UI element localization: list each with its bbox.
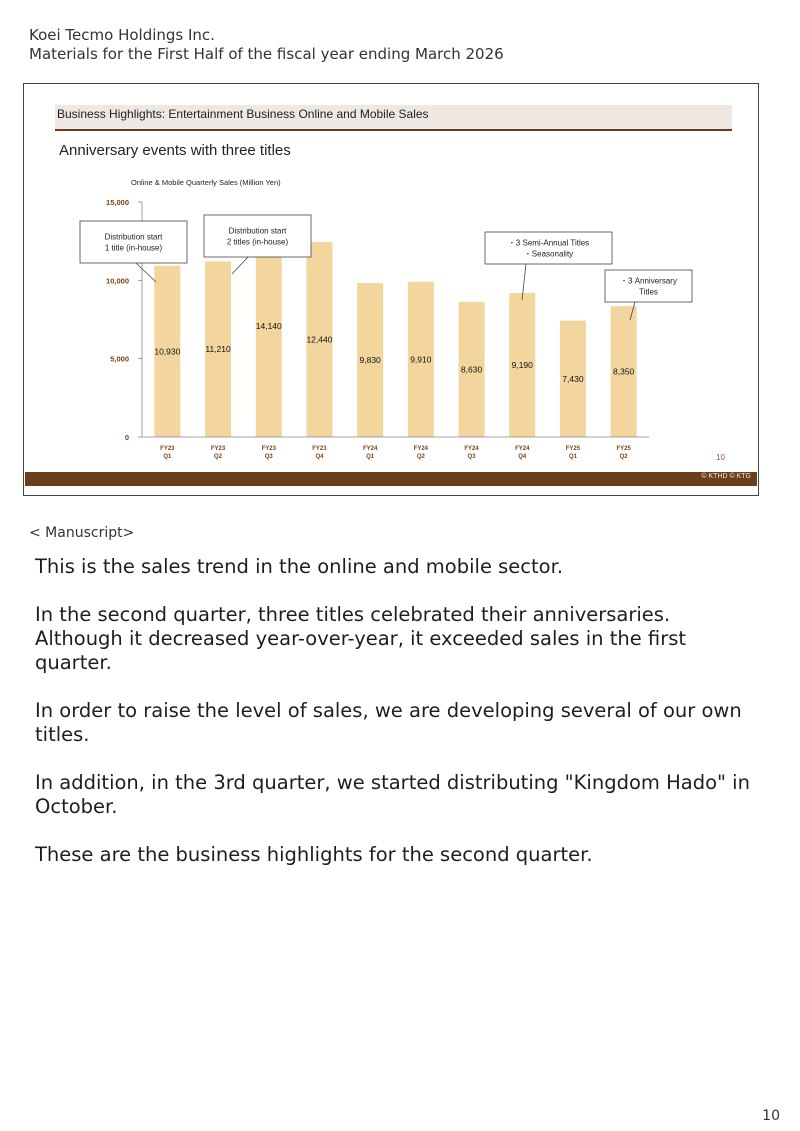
x-tick-label: Q3 [467, 454, 476, 460]
callout-box [80, 221, 187, 263]
x-tick-label: Q1 [366, 454, 375, 460]
x-tick-label: Q2 [416, 454, 425, 460]
x-tick-label: FY25 [565, 446, 581, 452]
manuscript-paragraph: In the second quarter, three titles celebrated their anniversaries. Although it decreased year-over-year, it exceeded sales in the first quarter. [35, 603, 687, 674]
bar-value-label: 12,440 [306, 334, 333, 345]
callout-text: ・3 Semi-Annual Titles [507, 238, 590, 248]
callout-box [605, 270, 692, 302]
copyright-text: © KTHD © KTG [701, 473, 751, 480]
x-tick-label: FY24 [515, 446, 530, 452]
bar-value-label: 14,140 [255, 321, 282, 332]
x-tick-label: Q1 [568, 454, 577, 460]
x-tick-label: Q4 [315, 454, 324, 460]
callout-text: ・Seasonality [523, 249, 574, 259]
manuscript-paragraph: In order to raise the level of sales, we are developing several of our own titles. [35, 699, 742, 746]
callout-text: 1 title (in-house) [104, 243, 163, 253]
bar-value-label: 10,930 [154, 346, 181, 357]
bar-value-label: 9,830 [359, 354, 381, 365]
callout-box [485, 232, 612, 264]
bar-value-label: 8,350 [613, 366, 635, 377]
bar-value-label: 7,430 [562, 373, 584, 384]
x-tick-label: FY23 [160, 446, 175, 452]
manuscript-paragraph: These are the business highlights for the second quarter. [35, 843, 593, 866]
page-number: 10 [762, 1108, 780, 1124]
x-tick-label: Q2 [214, 454, 223, 460]
bar-value-label: 9,190 [511, 360, 533, 371]
bar-value-label: 9,910 [410, 354, 432, 365]
bar-value-label: 11,210 [205, 344, 231, 355]
x-tick-label: Q3 [264, 454, 273, 460]
slide-page-number: 10 [716, 453, 725, 462]
y-tick-label: 15,000 [106, 198, 129, 207]
x-tick-label: FY24 [362, 446, 378, 452]
manuscript-label: < Manuscript> [29, 525, 135, 541]
company-name: Koei Tecmo Holdings Inc. [29, 26, 215, 44]
x-tick-label: FY24 [464, 446, 479, 452]
x-tick-label: FY25 [616, 446, 631, 452]
callout-pointer [136, 263, 156, 282]
callout-text: Distribution start [228, 226, 287, 236]
callout-text: ・3 Anniversary [620, 276, 677, 286]
y-tick-label: 10,000 [106, 276, 129, 286]
callout-pointer [232, 257, 248, 274]
callout-text: 2 titles (in-house) [226, 237, 289, 247]
slide-subtitle: Anniversary events with three titles [59, 142, 291, 159]
x-tick-label: Q4 [518, 454, 527, 460]
manuscript-body [35, 555, 755, 891]
callout-text: Titles [639, 287, 658, 297]
document-header [29, 26, 504, 64]
manuscript-paragraph: In addition, in the 3rd quarter, we started distributing "Kingdom Hado" in October. [35, 771, 750, 818]
y-tick-label: 5,000 [110, 354, 129, 364]
callout-box [204, 215, 311, 257]
x-tick-label: FY24 [413, 446, 429, 452]
x-tick-label: FY23 [210, 446, 226, 452]
y-tick-label: 0 [124, 433, 129, 442]
slide-footer-band [25, 472, 757, 486]
bar-value-label: 8,630 [460, 364, 483, 375]
callout-text: Distribution start [104, 232, 163, 242]
manuscript-paragraph: This is the sales trend in the online and mobile sector. [35, 555, 564, 578]
slide-section-title: Business Highlights: Entertainment Business Online and Mobile Sales [57, 107, 429, 121]
chart-title: Online & Mobile Quarterly Sales (Million Yen) [131, 178, 281, 187]
x-tick-label: FY23 [312, 446, 327, 452]
document-subtitle: Materials for the First Half of the fiscal year ending March 2026 [29, 45, 504, 63]
slide [23, 83, 759, 496]
x-tick-label: Q2 [619, 454, 628, 460]
x-tick-label: Q1 [163, 454, 172, 460]
x-tick-label: FY23 [261, 446, 276, 452]
sales-bar-chart [24, 84, 758, 470]
